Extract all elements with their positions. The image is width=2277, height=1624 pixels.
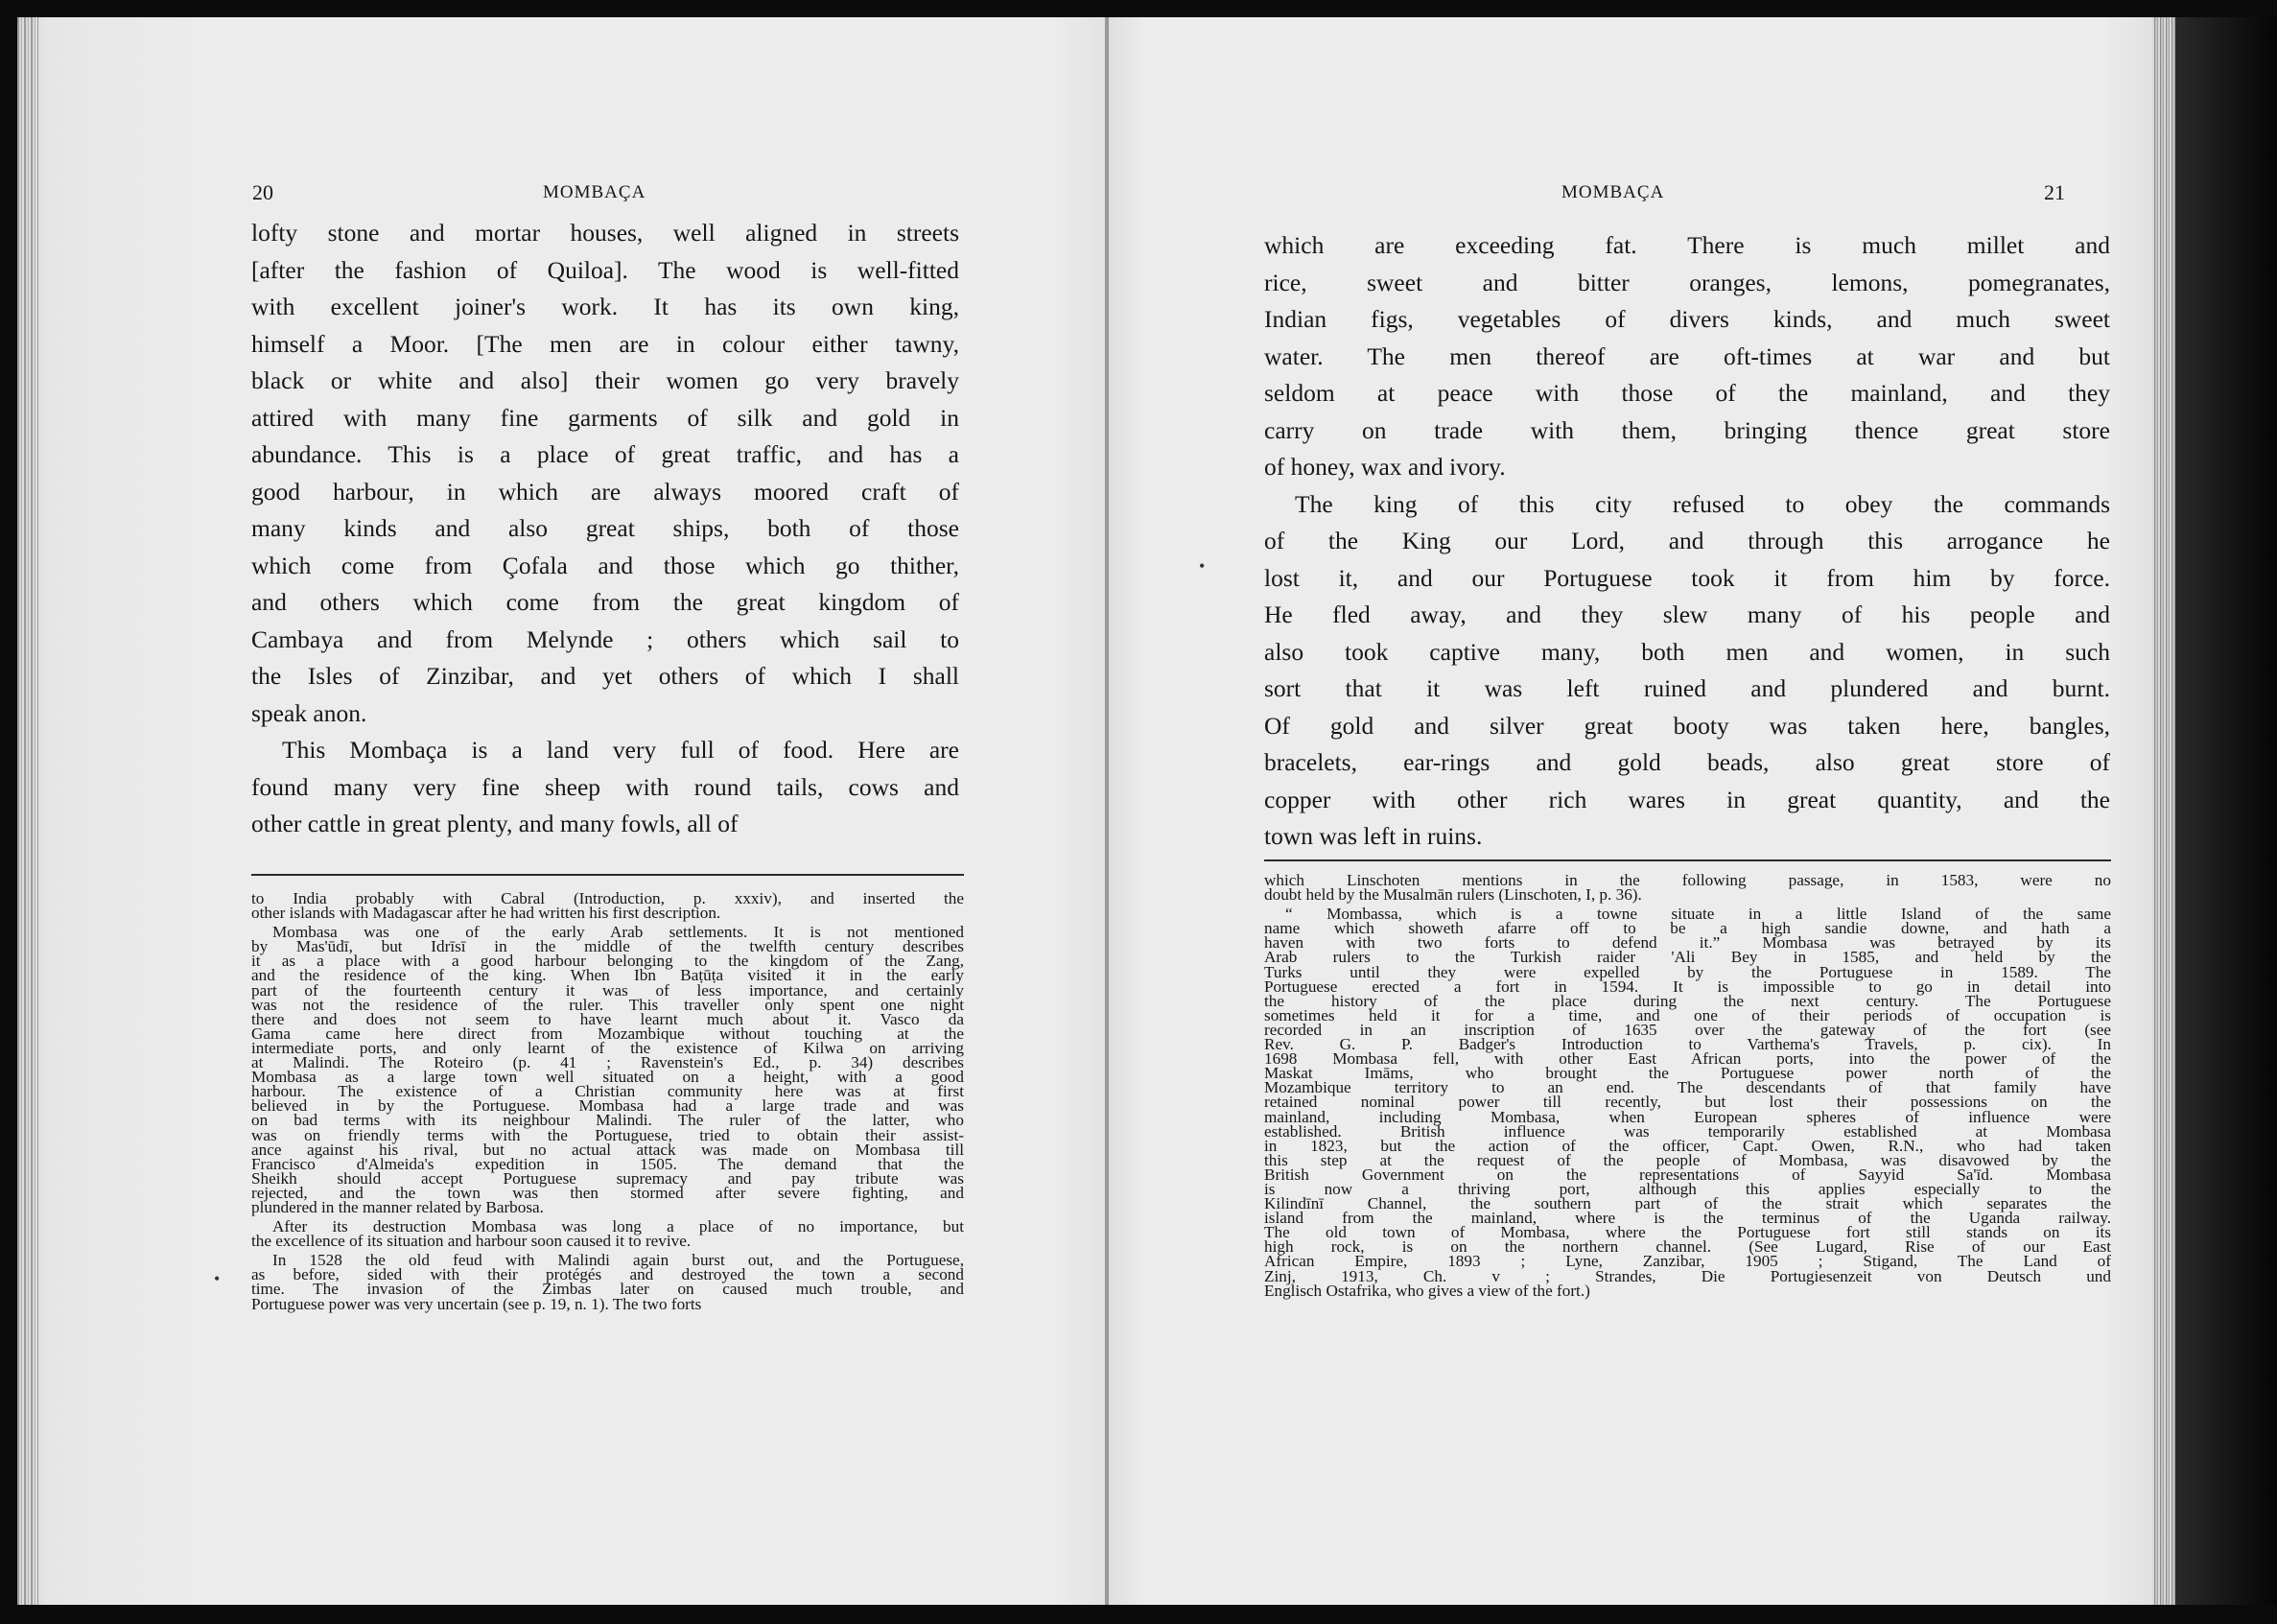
- footnote-line: was on friendly terms with the Portuguese, tried to obtain their assist-: [251, 1125, 964, 1144]
- body-line: copper with other rich wares in great quantity, and the: [1264, 785, 2110, 813]
- footnote-line: the history of the place during the next century. The Portuguese: [1264, 991, 2111, 1010]
- footnote-line: Kilindīnī Channel, the southern part of the strait which separates the: [1264, 1194, 2111, 1213]
- body-line: attired with many fine garments of silk and gold in: [251, 403, 959, 432]
- margin-mark: •: [1199, 556, 1206, 576]
- body-line: He fled away, and they slew many of his people and: [1264, 600, 2110, 628]
- footnote-line: Rev. G. P. Badger's Introduction to Varthema's Travels, p. cix). In: [1264, 1035, 2111, 1054]
- footnote-line: was not the residence of the ruler. This traveller only spent one night: [251, 995, 964, 1014]
- footnote-line: other islands with Madagascar after he had written his first description.: [251, 904, 721, 923]
- left-page-number: 20: [252, 180, 273, 204]
- body-line: black or white and also] their women go very bravely: [251, 366, 959, 394]
- footnote-line: this step at the request of the people of Mombasa, was disavowed by the: [1264, 1150, 2111, 1169]
- right-running-head: MOMBAÇA: [1561, 182, 1665, 202]
- body-line: [after the fashion of Quiloa]. The wood is well-fitted: [251, 255, 959, 284]
- footnote-line: Mozambique territory to an end. The descendants of that family have: [1264, 1078, 2111, 1097]
- body-line: abundance. This is a place of great traffic, and has a: [251, 440, 959, 468]
- footnote-line: it as a place with a good harbour belonging to the kingdom of the Zang,: [251, 952, 964, 971]
- body-line: The king of this city refused to obey the commands: [1295, 489, 2110, 518]
- footnote-line: time. The invasion of the Zimbas later on caused much trouble, and: [251, 1280, 964, 1299]
- left-page: [17, 17, 1107, 1605]
- footnote-line: on bad terms with its neighbour Malindi. The ruler of the latter, who: [251, 1111, 964, 1130]
- footnote-line: part of the fourteenth century it was of less importance, and certainly: [251, 980, 964, 1000]
- footnote-line: there and does not seem to have learnt much about it. Vasco da: [251, 1009, 964, 1028]
- footnote-line: doubt held by the Musalmān rulers (Linschoten, I, p. 36).: [1264, 885, 1642, 905]
- left-footnote-rule: [251, 874, 964, 876]
- footnote-line: name which showeth afarre off to be a high sandie downe, and hath a: [1264, 919, 2111, 938]
- body-line: seldom at peace with those of the mainland, and they: [1264, 379, 2110, 407]
- right-footnotes: [1264, 873, 2111, 1298]
- left-running-head: MOMBAÇA: [543, 182, 646, 202]
- footnote-line: mainland, including Mombasa, when European spheres of influence were: [1264, 1107, 2111, 1126]
- footnote-line: Englisch Ostafrika, who gives a view of the fort.): [1264, 1281, 1590, 1300]
- body-line: himself a Moor. [The men are in colour either tawny,: [251, 329, 959, 358]
- footnote-line: intermediate ports, and only learnt of the existence of Kilwa on arriving: [251, 1038, 964, 1057]
- footnote-line: sometimes held it for a time, and one of their periods of occupation is: [1264, 1005, 2111, 1024]
- body-line: lofty stone and mortar houses, well aligned in streets: [251, 219, 959, 247]
- right-body-text: [1264, 227, 2110, 856]
- footnote-line: Portuguese erected a fort in 1594. It is impossible to go in detail into: [1264, 977, 2111, 996]
- footnote-line: as before, sided with their protégés and destroyed the town a second: [251, 1265, 964, 1284]
- footnote-line: haven with two forts to defend it.” Mombasa was betrayed by its: [1264, 933, 2111, 953]
- body-line: of the King our Lord, and through this arrogance he: [1264, 527, 2110, 554]
- footnote-line: at Malindi. The Roteiro (p. 41 ; Ravenstein's Ed., p. 34) describes: [251, 1053, 964, 1072]
- body-line: Indian figs, vegetables of divers kinds, and much sweet: [1264, 305, 2110, 333]
- body-line: other cattle in great plenty, and many fowls, all of: [251, 810, 739, 837]
- book-spread: [17, 17, 2175, 1605]
- body-line: and others which come from the great kingdom of: [251, 588, 959, 616]
- footnote-line: Gama came here direct from Mozambique without touching at the: [251, 1024, 964, 1043]
- left-body-text: [251, 215, 959, 843]
- footnote-line: Arab rulers to the Turkish raider 'Ali Bey in 1585, and held by the: [1264, 948, 2111, 967]
- right-page-edge: [2152, 17, 2175, 1605]
- footnote-line: Francisco d'Almeida's expedition in 1505. The demand that the: [251, 1154, 964, 1173]
- body-line: water. The men thereof are oft-times at war and but: [1264, 341, 2110, 370]
- footnote-line: retained nominal power till recently, but lost their possessions on the: [1264, 1093, 2111, 1112]
- footnote-line: The old town of Mombasa, where the Portuguese fort still stands on its: [1264, 1223, 2111, 1242]
- footnote-line: recorded in an inscription of 1635 over the gateway of the fort (see: [1264, 1020, 2111, 1039]
- body-line: which are exceeding fat. There is much millet and: [1264, 231, 2110, 259]
- footnote-line: established. British influence was temporarily established at Mombasa: [1264, 1121, 2111, 1141]
- scan-shadow: [2175, 17, 2277, 1605]
- footnote-line: Turks until they were expelled by the Portuguese in 1589. The: [1264, 962, 2111, 981]
- footnote-line: “ Mombassa, which is a towne situate in a little Island of the same: [1285, 905, 2111, 924]
- body-line: bracelets, ear-rings and gold beads, also great store of: [1264, 748, 2110, 776]
- footnote-line: plundered in the manner related by Barbosa.: [251, 1197, 544, 1216]
- body-line: lost it, and our Portuguese took it from him by force.: [1264, 563, 2110, 592]
- footnote-line: ance against his rival, but no actual attack was made on Mombasa till: [251, 1140, 964, 1159]
- footnote-line: believed in by the Portuguese. Mombasa had a large trade and was: [251, 1096, 964, 1116]
- footnote-line: and the residence of the king. When Ibn Baṭūṭa visited it in the early: [251, 966, 964, 985]
- right-footnote-rule: [1264, 859, 2111, 861]
- body-line: rice, sweet and bitter oranges, lemons, pomegranates,: [1264, 268, 2110, 296]
- body-line: the Isles of Zinzibar, and yet others of which I shall: [251, 662, 959, 690]
- right-page: [1107, 17, 2175, 1605]
- footnote-line: is now a thriving port, although this applies especially to the: [1264, 1179, 2111, 1198]
- body-line: sort that it was left ruined and plundered and burnt.: [1264, 674, 2110, 702]
- body-line: of honey, wax and ivory.: [1264, 453, 1506, 481]
- body-line: Of gold and silver great booty was taken here, bangles,: [1264, 711, 2110, 740]
- footnote-line: high rock, is on the northern channel. (See Lugard, Rise of our East: [1264, 1237, 2111, 1257]
- footnote-line: by Mas'ūdī, but Idrīsī in the middle of the twelfth century describes: [251, 937, 964, 956]
- footnote-line: British Government on the representations of Sayyid Sa'īd. Mombasa: [1264, 1165, 2111, 1184]
- left-footnotes: [251, 891, 964, 1311]
- footnote-line: Mombasa as a large town well situated on a height, with a good: [251, 1068, 964, 1087]
- footnote-line: Sheikh should accept Portuguese supremacy and pay tribute was: [251, 1168, 964, 1188]
- book-gutter: [1105, 17, 1109, 1605]
- body-line: carry on trade with them, bringing thence great store: [1264, 415, 2110, 444]
- body-line: many kinds and also great ships, both of those: [251, 514, 959, 542]
- footnote-line: In 1528 the old feud with Malindi again burst out, and the Portuguese,: [272, 1251, 964, 1270]
- footnote-line: harbour. The existence of a Christian community here was at first: [251, 1082, 964, 1101]
- footnote-line: which Linschoten mentions in the following passage, in 1583, were no: [1264, 871, 2111, 889]
- footnote-line: in 1823, but the action of the officer, Capt. Owen, R.N., who had taken: [1264, 1136, 2111, 1155]
- footnote-line: Portuguese power was very uncertain (see p. 19, n. 1). The two forts: [251, 1294, 702, 1313]
- footnote-line: Mombasa was one of the early Arab settlements. It is not mentioned: [272, 923, 964, 942]
- footnote-line: Maskat Imāms, who brought the Portuguese power north of the: [1264, 1064, 2111, 1083]
- footnote-line: After its destruction Mombasa was long a place of no importance, but: [272, 1217, 964, 1236]
- body-line: Cambaya and from Melynde ; others which sail to: [251, 624, 959, 653]
- body-line: also took captive many, both men and women, in such: [1264, 637, 2110, 666]
- footnote-line: African Empire, 1893 ; Lyne, Zanzibar, 1905 ; Stigand, The Land of: [1264, 1252, 2111, 1271]
- left-page-edge: [17, 17, 38, 1605]
- footnote-line: Zinj, 1913, Ch. v ; Strandes, Die Portugiesenzeit von Deutsch und: [1264, 1266, 2111, 1285]
- body-line: with excellent joiner's work. It has its own king,: [251, 293, 959, 320]
- footnote-line: to India probably with Cabral (Introduction, p. xxxiv), and inserted the: [251, 889, 964, 907]
- body-line: which come from Çofala and those which go thither,: [251, 551, 959, 579]
- footnote-line: the excellence of its situation and harbour soon caused it to revive.: [251, 1232, 692, 1251]
- footnote-line: rejected, and the town was then stormed after severe fighting, and: [251, 1183, 964, 1202]
- footnote-line: island from the mainland, where is the terminus of the Uganda railway.: [1264, 1209, 2111, 1228]
- right-page-number: 21: [2044, 180, 2065, 204]
- body-line: speak anon.: [251, 698, 367, 727]
- body-line: good harbour, in which are always moored craft of: [251, 477, 959, 506]
- footnote-line: 1698 Mombasa fell, with other East African ports, into the power of the: [1264, 1049, 2111, 1069]
- body-line: found many very fine sheep with round tails, cows and: [251, 772, 959, 801]
- body-line: town was left in ruins.: [1264, 822, 1483, 850]
- margin-mark: •: [214, 1269, 221, 1288]
- body-line: This Mombaça is a land very full of food. Here are: [282, 736, 959, 764]
